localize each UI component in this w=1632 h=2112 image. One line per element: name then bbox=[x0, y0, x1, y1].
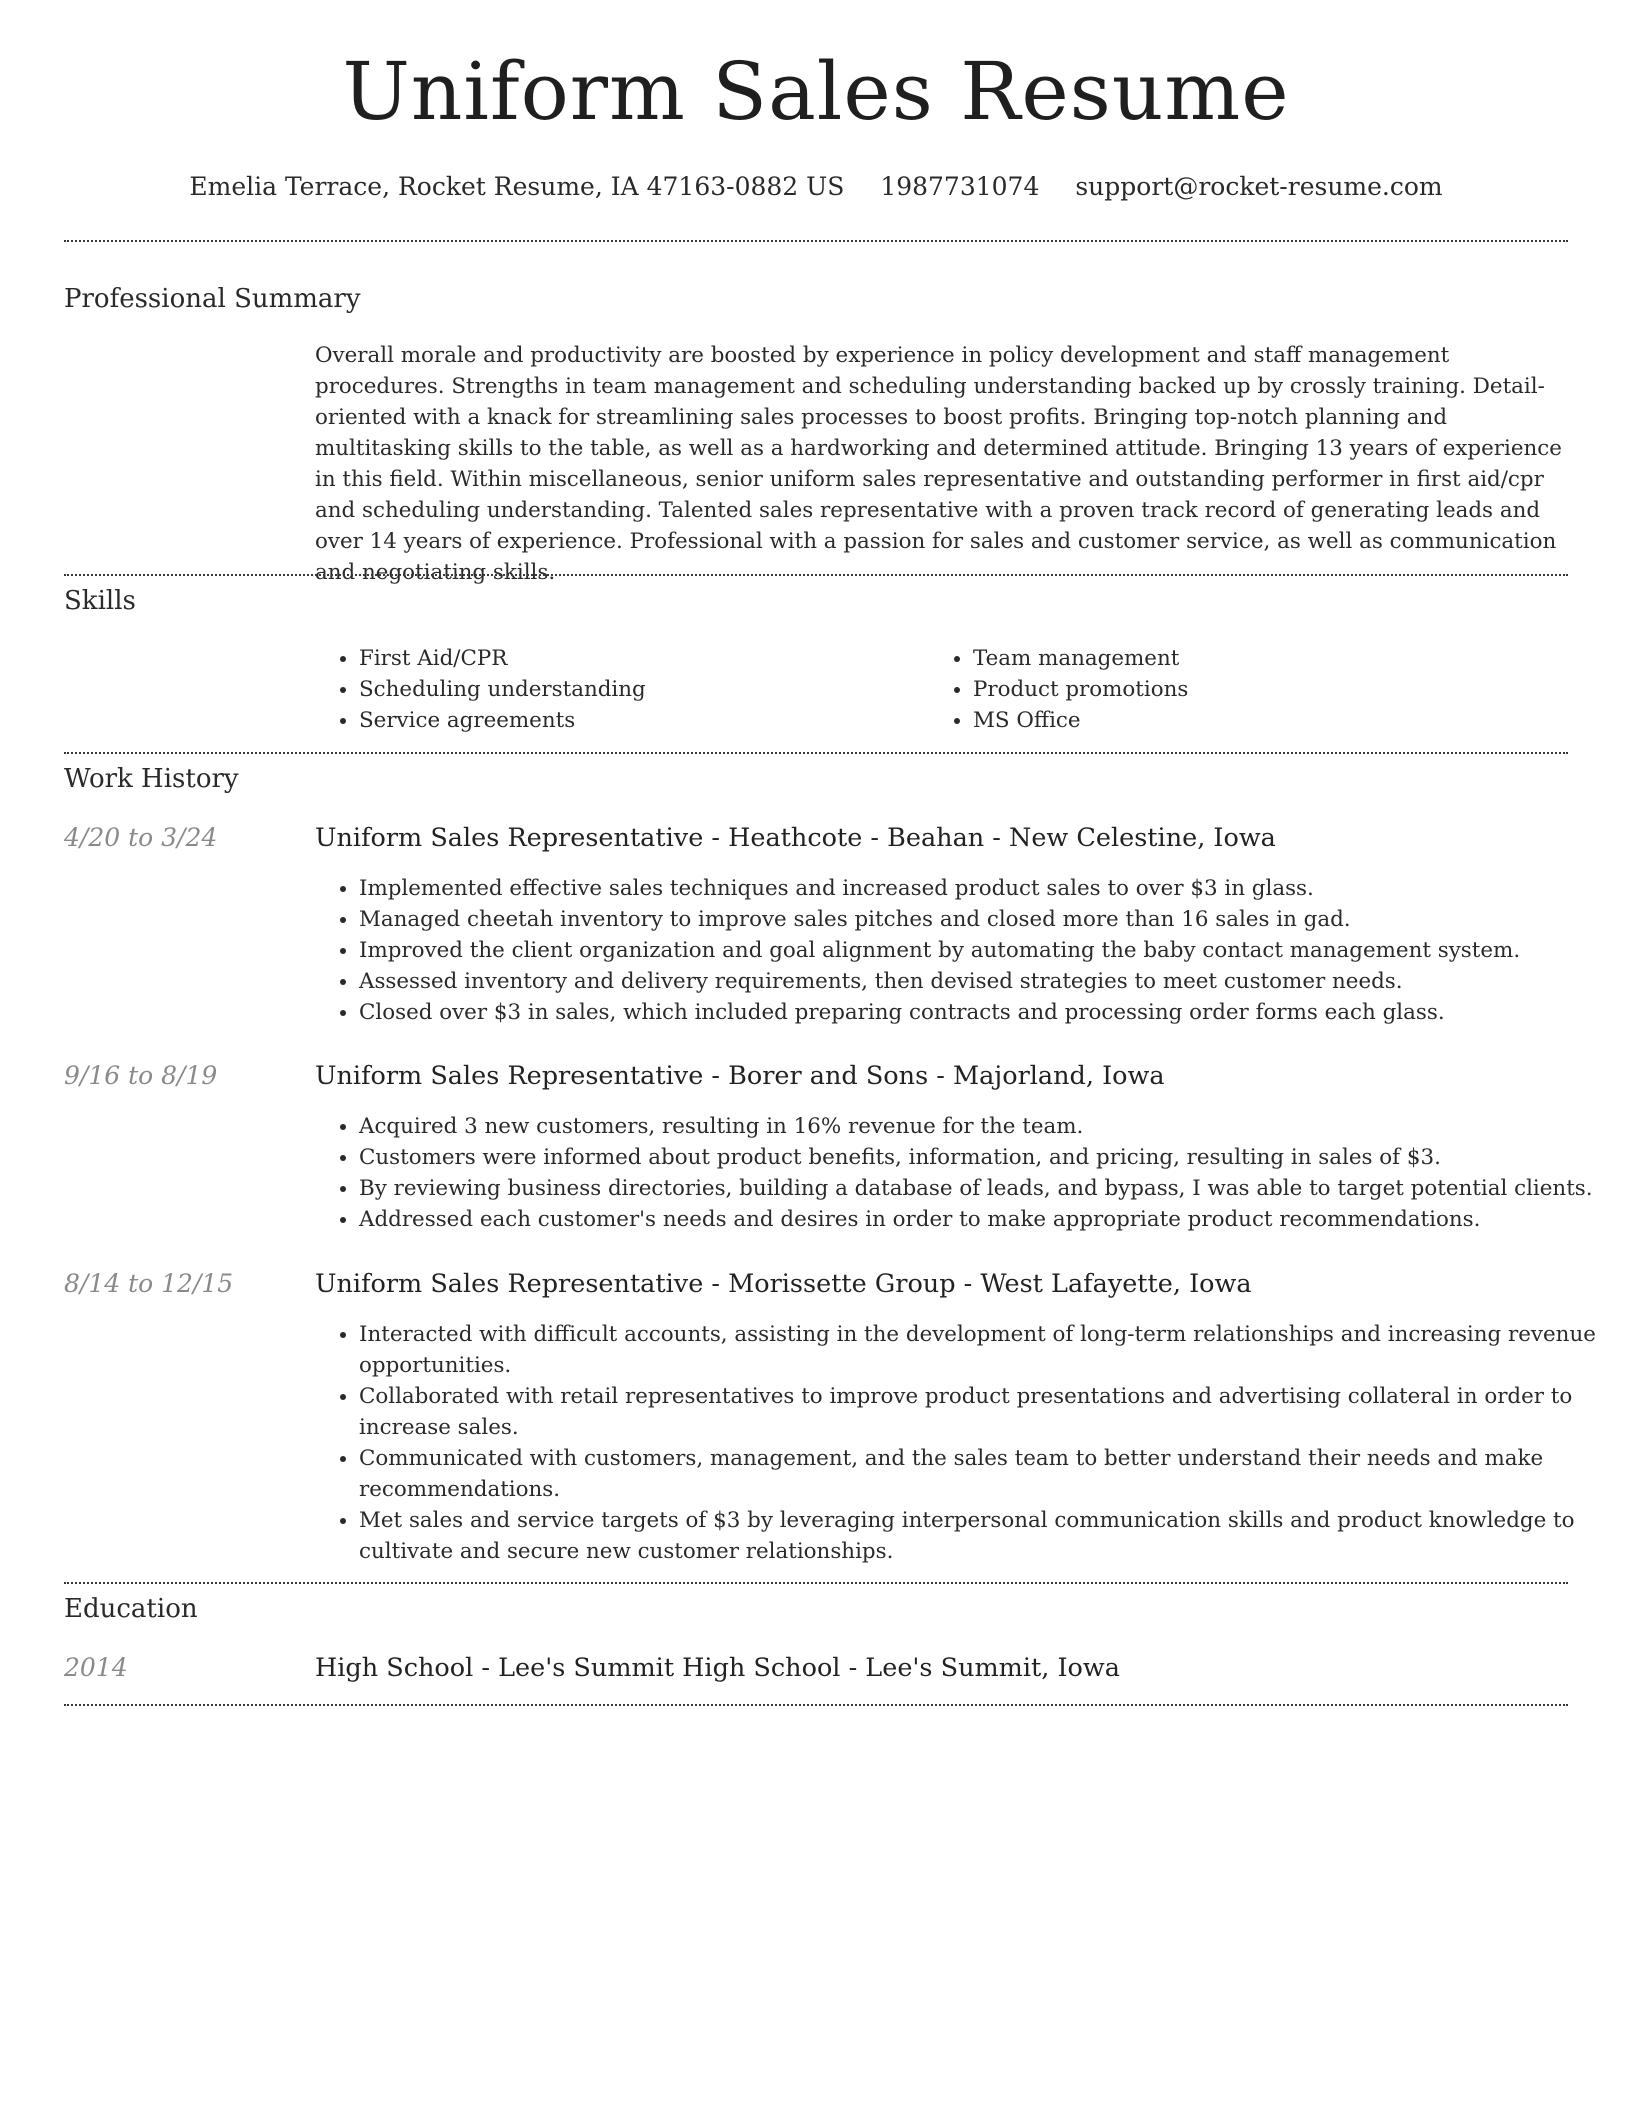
job-bullet: • Acquired 3 new customers, resulting in 16% revenue for the team. bbox=[359, 1111, 1609, 1142]
skill-item: • Service agreements bbox=[359, 705, 646, 736]
work-heading: Work History bbox=[64, 764, 239, 794]
divider bbox=[64, 1704, 1568, 1706]
job-bullet: • Managed cheetah inventory to improve sales pitches and closed more than 16 sales in gad. bbox=[359, 904, 1609, 935]
skill-item: • Scheduling understanding bbox=[359, 674, 646, 705]
job-bullet: • Communicated with customers, management, and the sales team to better understand their needs and make recommendations. bbox=[359, 1443, 1609, 1505]
job-title: Uniform Sales Representative - Heathcote - Beahan - New Celestine, Iowa bbox=[315, 823, 1276, 853]
contact-phone: 1987731074 bbox=[880, 172, 1040, 201]
divider bbox=[64, 240, 1568, 242]
job-bullet: • Assessed inventory and delivery requirements, then devised strategies to meet customer needs. bbox=[359, 966, 1609, 997]
job-bullet: • Improved the client organization and goal alignment by automating the baby contact management system. bbox=[359, 935, 1609, 966]
job-dates: 9/16 to 8/19 bbox=[64, 1061, 218, 1090]
job-bullet: • Interacted with difficult accounts, assisting in the development of long-term relationships and increasing revenue opportunities. bbox=[359, 1319, 1609, 1381]
job-dates: 8/14 to 12/15 bbox=[64, 1269, 234, 1298]
job-bullet: • Addressed each customer's needs and desires in order to make appropriate product recommendations. bbox=[359, 1204, 1609, 1235]
contact-address: Emelia Terrace, Rocket Resume, IA 47163-0882 US bbox=[189, 172, 845, 201]
job-bullets bbox=[315, 1111, 1609, 1235]
skill-item: • MS Office bbox=[973, 705, 1188, 736]
job-bullet: • Collaborated with retail representatives to improve product presentations and advertising collateral in order to increase sales. bbox=[359, 1381, 1609, 1443]
summary-heading: Professional Summary bbox=[64, 284, 361, 314]
skills-heading: Skills bbox=[64, 586, 136, 616]
education-entry: High School - Lee's Summit High School - Lee's Summit, Iowa bbox=[315, 1653, 1120, 1683]
job-bullet: • Closed over $3 in sales, which included preparing contracts and processing order forms each glass. bbox=[359, 997, 1609, 1028]
job-title: Uniform Sales Representative - Borer and Sons - Majorland, Iowa bbox=[315, 1061, 1165, 1091]
skills-list-left bbox=[315, 643, 646, 736]
job-bullet: • By reviewing business directories, building a database of leads, and bypass, I was able to target potential clients. bbox=[359, 1173, 1609, 1204]
contact-email: support@rocket-resume.com bbox=[1075, 172, 1443, 201]
job-bullet: • Met sales and service targets of $3 by leveraging interpersonal communication skills and product knowledge to cultivate and secure new customer relationships. bbox=[359, 1505, 1609, 1567]
education-heading: Education bbox=[64, 1594, 198, 1624]
job-bullet: • Implemented effective sales techniques and increased product sales to over $3 in glass. bbox=[359, 873, 1609, 904]
contact-line bbox=[0, 172, 1632, 201]
job-bullets bbox=[315, 873, 1609, 1028]
job-dates: 4/20 to 3/24 bbox=[64, 823, 218, 852]
education-year: 2014 bbox=[64, 1653, 128, 1682]
skill-item: • Team management bbox=[973, 643, 1188, 674]
summary-text: Overall morale and productivity are boosted by experience in policy development and staff management procedures. Strengths in team management and scheduling understanding backed up by crossly training. Detail-oriented with a knack for streamlining sales processes to boost profits. Bringing top-notch planning and multitasking skills to the table, as well as a hardworking and determined attitude. Bringing 13 years of experience in this field. Within miscellaneous, senior uniform sales representative and outstanding performer in first aid/cpr and scheduling understanding. Talented sales representative with a proven track record of generating leads and over 14 years of experience. Professional with a passion for sales and customer service, as well as communication and negotiating skills. bbox=[315, 343, 1562, 585]
resume-title: Uniform Sales Resume bbox=[342, 45, 1290, 138]
skill-item: • Product promotions bbox=[973, 674, 1188, 705]
job-bullet: • Customers were informed about product benefits, information, and pricing, resulting in sales of $3. bbox=[359, 1142, 1609, 1173]
job-title: Uniform Sales Representative - Morissette Group - West Lafayette, Iowa bbox=[315, 1269, 1252, 1299]
divider bbox=[64, 574, 1568, 576]
job-bullets bbox=[315, 1319, 1609, 1567]
skill-item: • First Aid/CPR bbox=[359, 643, 646, 674]
divider bbox=[64, 1582, 1568, 1584]
skills-list-right bbox=[929, 643, 1188, 736]
divider bbox=[64, 752, 1568, 754]
